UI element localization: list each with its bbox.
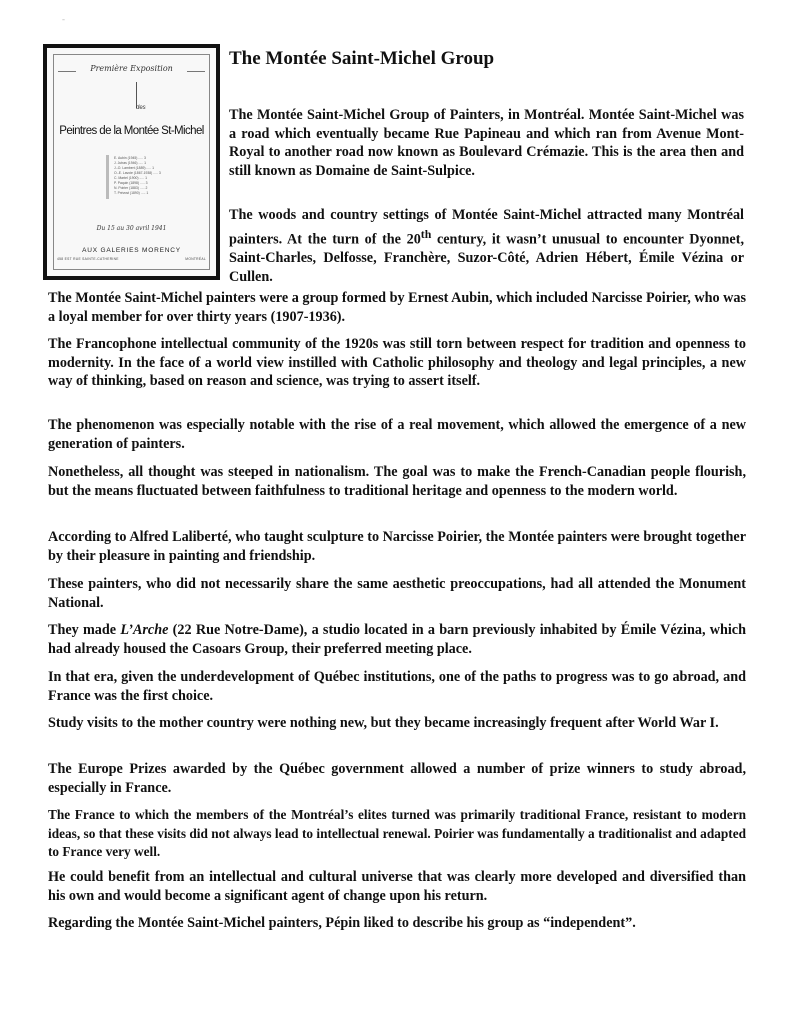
poster-artist-list	[114, 156, 161, 196]
poster-artist: N. Poirier (1883) ..... 2	[114, 186, 148, 190]
poster-artist: O.-E. Lavoie (1867-1938) ..... 3	[114, 171, 161, 175]
poster-address	[57, 257, 206, 261]
paragraph-study-visits: Study visits to the mother country were nothing new, but they became increasingly frequent after World War I.	[48, 715, 719, 731]
paragraph-intro: The Montée Saint-Michel Group of Painters, in Montréal. Montée Saint-Michel was a road which eventually became Rue Papineau and which ran from Avenue Mont-Royal to another road now known as Boulevard Crémazie. This is the area then and still known as Domaine de Saint-Sulpice.	[229, 107, 744, 179]
page-mark: -	[62, 14, 65, 24]
poster-title: Peintres de la Montée St-Michel	[59, 125, 204, 137]
paragraph-francophone: The Francophone intellectual community of the 1920s was still torn between respect for tradition and openness to modernity. In the face of a world view instilled with Catholic philosophy and theology and legal principles, a new way of thinking, based on reason and science, was trying to assert itself.	[48, 336, 746, 390]
paragraph-traditional-france: The France to which the members of the Montréal’s elites turned was primarily traditional France, resistant to modern ideas, so that these visits did not always lead to intellectual renewal. Poirier was fundamentally a traditionalist and adapted to France very well.	[48, 807, 746, 860]
paragraph-go-abroad: In that era, given the underdevelopment of Québec institutions, one of the paths to progress was to go abroad, and France was the first choice.	[48, 669, 746, 704]
paragraph-monument-national: These painters, who did not necessarily share the same aesthetic preoccupations, had all attended the Monument National.	[48, 576, 746, 611]
poster-artist: J.-O. Lambert (1889) ..... 1	[114, 166, 154, 170]
poster-side-bar	[106, 155, 109, 199]
paragraph-larche-start: They made	[48, 622, 121, 638]
paragraph-nationalism: Nonetheless, all thought was steeped in nationalism. The goal was to make the French-Canadian people flourish, but the means fluctuated between faithfulness to traditional heritage and openness to the modern world.	[48, 464, 746, 499]
exhibition-poster-image	[43, 44, 220, 280]
poster-premiere: Première Exposition	[90, 64, 173, 73]
superscript-th: th	[420, 226, 432, 241]
paragraph-larche	[48, 621, 746, 658]
paragraph-woods-start: The woods and country settings of Montée Saint-Michel attracted many Montréal painters. At the turn of the 20	[229, 207, 744, 248]
poster-artist: T. Prévost (1890) ..... 1	[114, 191, 149, 195]
poster-frame	[53, 54, 210, 270]
poster-artist: E. Aubin (1945) ..... 3	[114, 156, 146, 160]
poster-artist: J. Jutras (1946) ..... 1	[114, 161, 147, 165]
paragraph-group-formed: The Montée Saint-Michel painters were a group formed by Ernest Aubin, which included Narcisse Poirier, who was a loyal member for over thirty years (1907-1936).	[48, 290, 746, 325]
page-title: The Montée Saint-Michel Group	[229, 48, 495, 69]
paragraph-woods	[229, 206, 744, 286]
poster-artist: C. Martel (1900) ..... 1	[114, 176, 147, 180]
paragraph-woods-end: century, it wasn’t unusual to encounter Dyonnet, Saint-Charles, Delfosse, Franchère, Suzor-Côté, Adrien Hébert, Émile Vézina or Cullen.	[229, 231, 744, 285]
paragraph-phenomenon: The phenomenon was especially notable with the rise of a real movement, which allowed the emergence of a new generation of painters.	[48, 417, 746, 452]
poster-gallery: AUX GALERIES MORENCY	[82, 247, 181, 254]
paragraph-larche-end: (22 Rue Notre-Dame), a studio located in a barn previously inhabited by Émile Vézina, which had already housed the Casoars Group, their preferred meeting place.	[48, 622, 746, 657]
paragraph-change-agent: He could benefit from an intellectual and cultural universe that was clearly more developed and diversified than his own and would become a significant agent of change upon his return.	[48, 869, 746, 904]
poster-artist: P. Paquin (1898) ..... 3	[114, 181, 148, 185]
larche-title: L’Arche	[120, 622, 169, 638]
poster-des: des	[136, 105, 146, 111]
paragraph-europe-prizes: The Europe Prizes awarded by the Québec government allowed a number of prize winners to study abroad, especially in France.	[48, 761, 746, 796]
poster-date: Du 15 au 30 avril 1941	[96, 225, 167, 232]
paragraph-independent: Regarding the Montée Saint-Michel painters, Pépin liked to describe his group as “independent”.	[48, 915, 636, 931]
poster-address-city: MONTRÉAL	[185, 257, 206, 261]
poster-address-street: 458 EST RUE SAINTE-CATHERINE	[57, 257, 119, 261]
paragraph-laliberte: According to Alfred Laliberté, who taught sculpture to Narcisse Poirier, the Montée painters were brought together by their pleasure in painting and friendship.	[48, 529, 746, 564]
